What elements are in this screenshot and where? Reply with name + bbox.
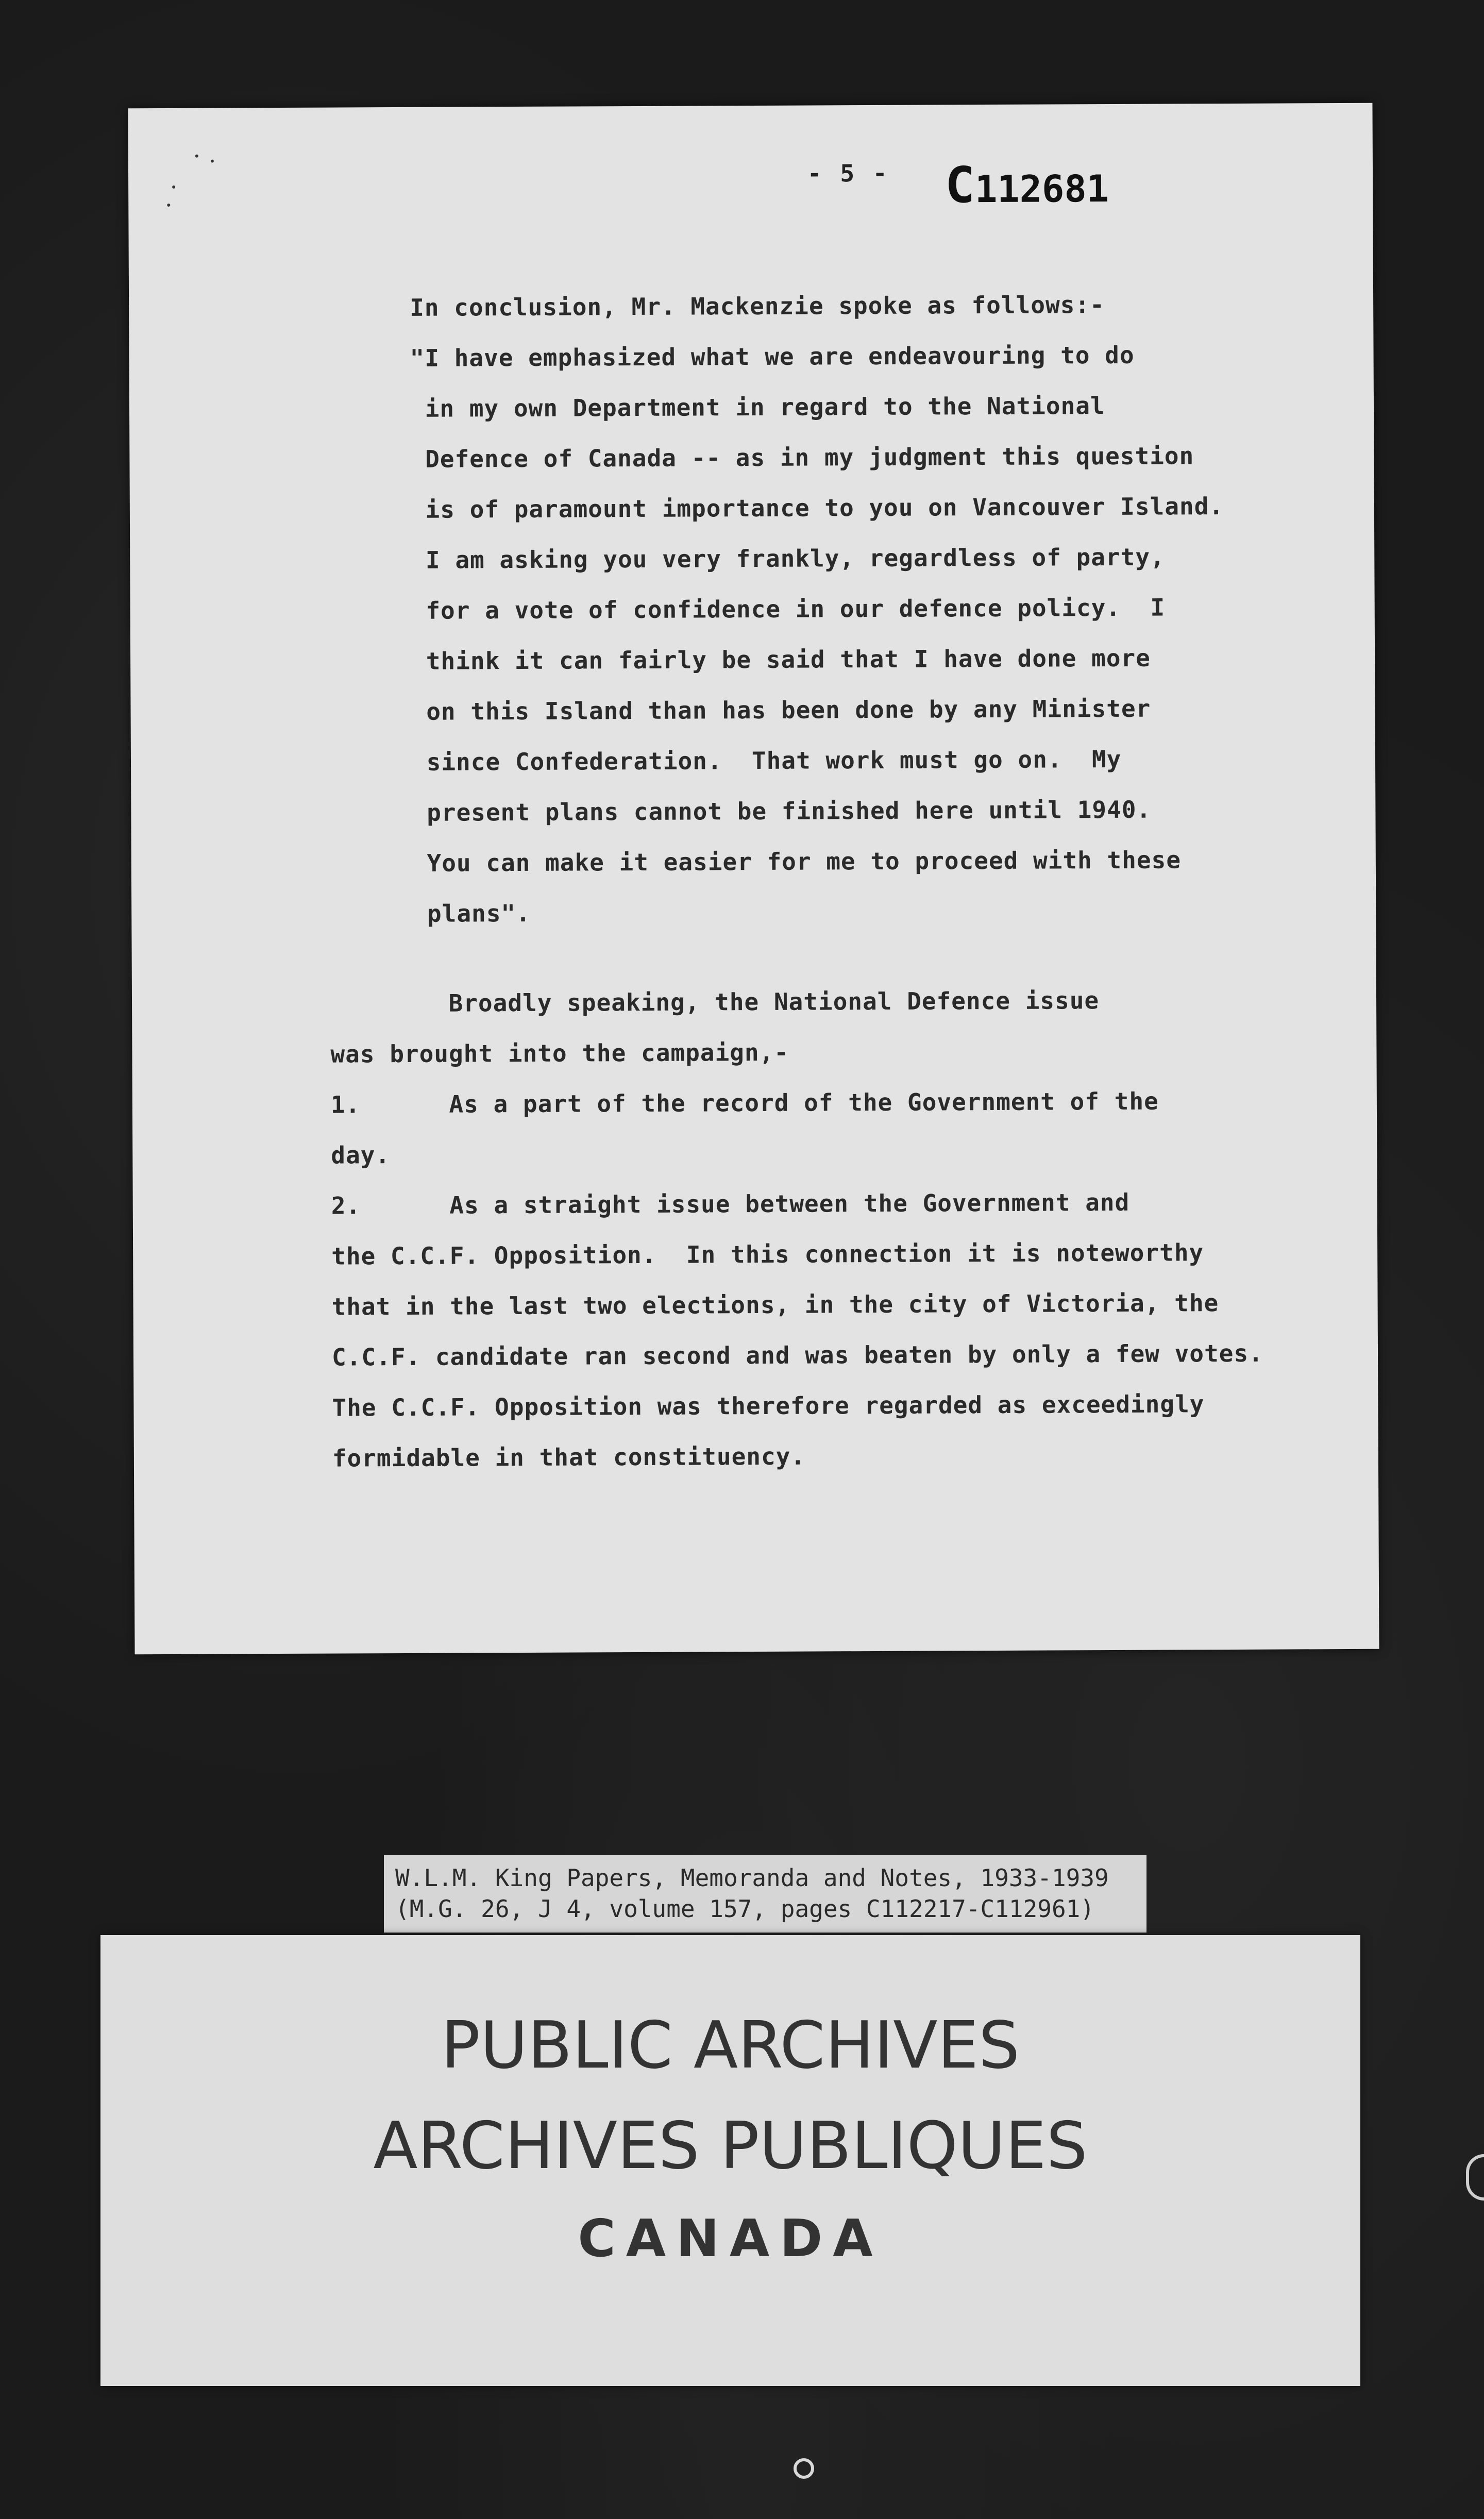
- national-defence-paragraph: Broadly speaking, the National Defence issue was brought into the campaign,- 1. As a part of the record of the Government of the day. 2. As a straight issue between the Government and the C.C.F. Opposition. In this connection it is noteworthy that in the last two elections, in the city of Victoria, the C.C.F. candidate ran second and was beaten by only a few votes. The C.C.F. Opposition was therefore regarded as exceedingly formidable in that constituency.: [330, 986, 1263, 1472]
- scratch-mark: [167, 204, 170, 207]
- document-number-digits: 112681: [974, 166, 1109, 211]
- archive-reference-line-2: (M.G. 26, J 4, volume 157, pages C112217-C112961): [395, 1895, 1095, 1923]
- page-number: - 5 -: [807, 159, 889, 188]
- archives-country: CANADA: [578, 2208, 883, 2269]
- archives-title-english: PUBLIC ARCHIVES: [441, 2007, 1020, 2083]
- public-archives-card: [100, 1935, 1360, 2386]
- film-edge-mark: [1466, 2154, 1484, 2201]
- film-frame-mark: [794, 2458, 814, 2479]
- document-page: [128, 103, 1379, 1655]
- archive-reference-tag: [384, 1855, 1146, 1933]
- document-number: [945, 156, 1109, 214]
- quoted-speech-paragraph: In conclusion, Mr. Mackenzie spoke as follows:- "I have emphasized what we are endeavouring to do in my own Department in regard to the National Defence of Canada -- as in my judgment this question is of paramount importance to you on Vancouver Island. I am asking you very frankly, regardless of party, for a vote of confidence in our defence policy. I think it can fairly be said that I have done more on this Island than has been done by any Minister since Confederation. That work must go on. My present plans cannot be finished here until 1940. You can make it easier for me to proceed with these plans".: [410, 291, 1224, 928]
- scratch-mark: [195, 155, 198, 158]
- archives-title-french: ARCHIVES PUBLIQUES: [373, 2108, 1088, 2184]
- archive-reference-line-1: W.L.M. King Papers, Memoranda and Notes, 1933-1939: [395, 1864, 1109, 1892]
- scratch-mark: [172, 186, 175, 189]
- document-number-prefix: C: [945, 156, 975, 214]
- scratch-mark: [211, 160, 214, 163]
